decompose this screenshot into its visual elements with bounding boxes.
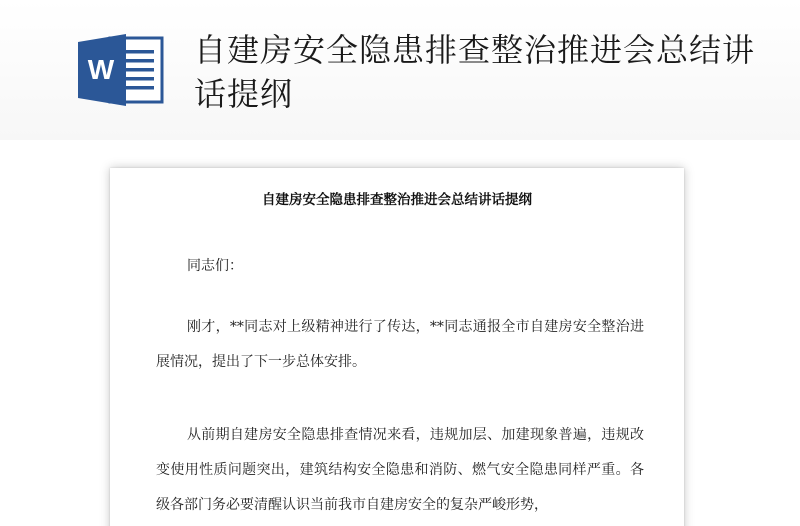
svg-text:W: W — [87, 54, 115, 85]
greeting-paragraph: 同志们： — [187, 258, 243, 274]
page-heading: 自建房安全隐患排查整治推进会总结讲话提纲 — [262, 192, 532, 208]
body-paragraph: 刚才，**同志对上级精神进行了传达，**同志通报全市自建房安全整治进展情况，提出了下一步总体安排。 — [156, 319, 644, 370]
body-paragraph: 从前期自建房安全隐患排查情况来看，违规加层、加建现象普遍，违规改变使用性质问题突出，建筑结构安全隐患和消防、燃气安全隐患同样严重。各级各部门务必要清醒认识当前我市自建房安全的复杂严峻形势， — [156, 427, 644, 513]
header-banner — [0, 0, 800, 140]
word-document-icon — [76, 30, 168, 110]
document-title: 自建房安全隐患排查整治推进会总结讲话提纲 — [194, 31, 756, 113]
